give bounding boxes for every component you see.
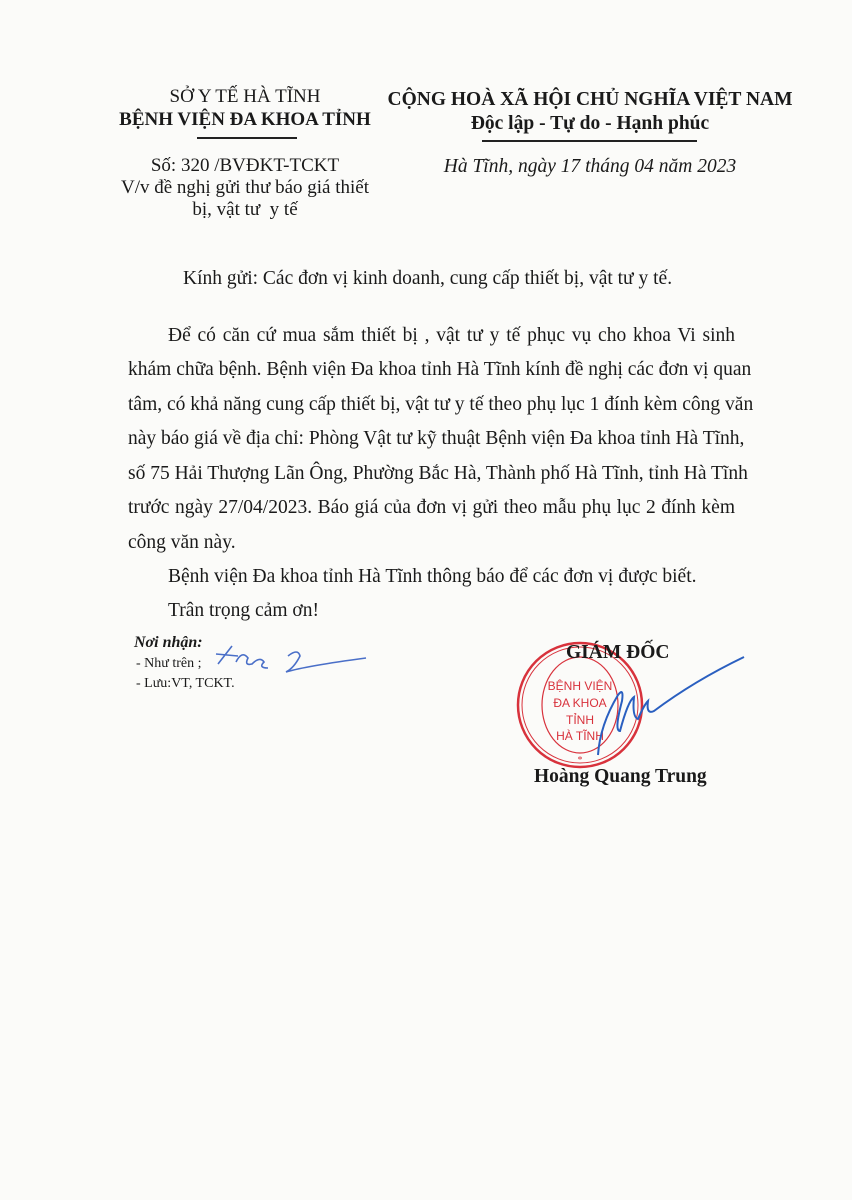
body-line: này báo giá về địa chỉ: Phòng Vật tư kỹ thuật Bệnh viện Đa khoa tỉnh Hà Tĩnh, xyxy=(128,428,745,449)
recipients-label: Nơi nhận: xyxy=(134,634,203,651)
stamp-text: HÀ TĨNH xyxy=(556,729,604,743)
document-date: Hà Tĩnh, ngày 17 tháng 04 năm 2023 xyxy=(443,156,737,177)
salutation: Kính gửi: Các đơn vị kinh doanh, cung cấp thiết bị, vật tư y tế. xyxy=(183,268,673,289)
agency-name: SỞ Y TẾ HÀ TĨNH xyxy=(169,86,321,107)
body-line: công văn này. xyxy=(128,532,236,553)
stamp-text: BỆNH VIỆN xyxy=(547,679,613,693)
closing: Trân trọng cảm ơn! xyxy=(168,600,319,621)
subject-line: bị, vật tư y tế xyxy=(192,199,298,220)
nation-title: CỘNG HOÀ XÃ HỘI CHỦ NGHĨA VIỆT NAM xyxy=(387,89,793,110)
body-line: tâm, có khả năng cung cấp thiết bị, vật tư y tế theo phụ lục 1 đính kèm công văn xyxy=(128,394,754,415)
body-line: số 75 Hải Thượng Lãn Ông, Phường Bắc Hà, Thành phố Hà Tĩnh, tỉnh Hà Tĩnh xyxy=(128,463,748,484)
subject-line: V/v đề nghị gửi thư báo giá thiết xyxy=(120,177,370,198)
body-line: khám chữa bệnh. Bệnh viện Đa khoa tỉnh Hà Tĩnh kính đề nghị các đơn vị quan xyxy=(128,359,752,380)
svg-text:*: * xyxy=(577,755,583,766)
hospital-name: BỆNH VIỆN ĐA KHOA TỈNH xyxy=(119,109,371,130)
recipient-item: - Như trên ; xyxy=(136,656,202,671)
motto: Độc lập - Tự do - Hạnh phúc xyxy=(470,113,710,134)
divider xyxy=(197,137,297,139)
initials-signature xyxy=(210,636,380,681)
recipient-item: - Lưu:VT, TCKT. xyxy=(136,676,235,691)
signer-title: GIÁM ĐỐC xyxy=(566,642,670,663)
signer-name: Hoàng Quang Trung xyxy=(534,766,707,787)
director-signature xyxy=(598,657,744,755)
notice-paragraph: Bệnh viện Đa khoa tỉnh Hà Tĩnh thông báo để các đơn vị được biết. xyxy=(168,566,697,587)
stamp-text: ĐA KHOA xyxy=(553,696,607,710)
document-number: Số: 320 /BVĐKT-TCKT xyxy=(150,155,340,176)
body-line: Để có căn cứ mua sắm thiết bị , vật tư y tế phục vụ cho khoa Vi sinh xyxy=(168,325,735,346)
divider xyxy=(482,140,697,142)
stamp-text: TỈNH xyxy=(566,713,594,727)
body-line: trước ngày 27/04/2023. Báo giá của đơn vị gửi theo mẫu phụ lục 2 đính kèm xyxy=(128,497,735,518)
